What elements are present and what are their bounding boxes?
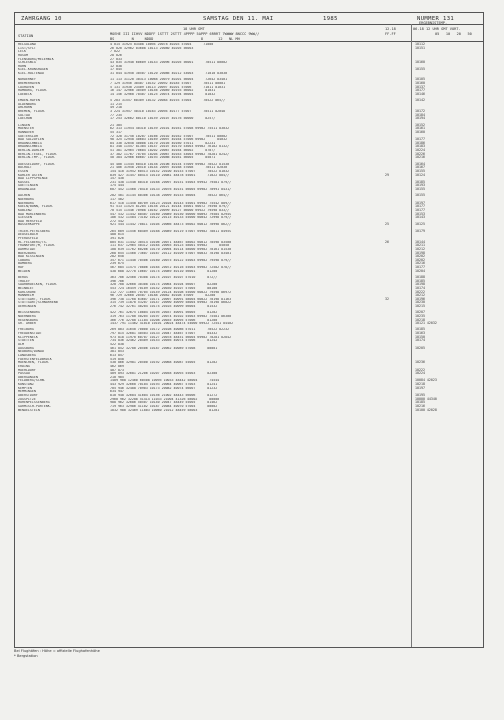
station-name: OBERGANGEN bbox=[18, 375, 38, 379]
forecast-value: 10212 bbox=[415, 293, 425, 298]
station-name: BAD HERSFELD bbox=[18, 219, 42, 223]
station-name: ESSEN bbox=[18, 169, 28, 173]
station-name: BOCHOLT bbox=[18, 166, 32, 170]
forecast-value: 10204 bbox=[415, 268, 425, 273]
table-row bbox=[15, 322, 483, 326]
forecast-value: 10216 bbox=[415, 261, 425, 266]
station-name: KAHLER ASTEN bbox=[18, 173, 42, 177]
forecast-value: 10215 bbox=[415, 304, 425, 309]
forecast-value: 10218 bbox=[415, 317, 425, 322]
synop-code: 98 325 12958 40603 10169 20097 40164 57006 69902 84032 bbox=[110, 138, 228, 142]
forecast-value: 10198 bbox=[415, 282, 425, 287]
station-name: SCHLESWIG bbox=[18, 61, 36, 65]
forecast-value: 10197 bbox=[415, 200, 425, 205]
synop-code: 634 947 bbox=[110, 390, 124, 394]
station-name: WEINBIET bbox=[18, 286, 34, 290]
station-name: THOLEY bbox=[18, 279, 30, 283]
synop-code: 319 763 11780 50205 10197 20074 40102 55003 69902 75581 86300 bbox=[110, 314, 232, 318]
forecast-value: 10124 bbox=[415, 172, 425, 177]
forecast-value: 10155 bbox=[415, 193, 425, 198]
synop-code: 320 708 32660 30308 10174 20064 40104 56007 82200 bbox=[110, 283, 218, 287]
station-name: LECK bbox=[18, 50, 26, 54]
station-name: LIST/SYLT bbox=[18, 46, 36, 50]
synop-code: 443 929 32660 70104 10193 20064 40067 57003 81241 bbox=[110, 383, 218, 387]
synop-code: 111 637 12965 50312 10164 20093 40123 58001 69902 85050 bbox=[110, 244, 230, 248]
forecast-value: 10184 bbox=[415, 112, 425, 117]
synop-code: 43 035 31940 60609 10143 20096 40205 56001 70511 80002 bbox=[110, 61, 228, 65]
station-name: NUERBURG bbox=[18, 201, 34, 205]
forecast-value: 10235 bbox=[415, 313, 425, 318]
year-label: 1985 bbox=[323, 16, 338, 22]
forecast-value: 10177 bbox=[415, 207, 425, 212]
station-name: WASSERKUPPE bbox=[18, 223, 40, 227]
extra-column-header: 12-18 bbox=[385, 27, 396, 31]
synop-code: 461 852 32780 20506 10187 20062 40089 57008 80001 bbox=[110, 346, 218, 350]
forecast-value: 10194 bbox=[415, 116, 425, 121]
station-name: GUETERSLOH bbox=[18, 134, 38, 138]
synop-code: 607 452 11560 70410 10133 20076 40151 56005 69902 70991 8431/ bbox=[110, 188, 232, 192]
forecast-value: 10185 bbox=[415, 278, 425, 283]
forecast-value: 10198 bbox=[415, 250, 425, 255]
station-name: BERLIN-TEGEL, FLUGH. bbox=[18, 152, 58, 156]
forecast-value: 10177 bbox=[415, 137, 425, 142]
table-row bbox=[15, 93, 483, 97]
station-name: BRAUNLAGE bbox=[18, 188, 36, 192]
forecast-title: ERGEBNISTEMP. bbox=[419, 21, 448, 25]
station-name: GR. ARBER bbox=[18, 322, 36, 326]
synop-code: 805 631 11442 30514 10106 20071 48467 58002 60012 70598 83500 bbox=[110, 240, 232, 244]
forecast-value: 10216 bbox=[415, 403, 425, 408]
station-name: MEMMINGEN bbox=[18, 390, 36, 394]
forecast-value: 10185 bbox=[415, 400, 425, 405]
forecast-value: 10226 bbox=[415, 151, 425, 156]
station-name: DARMSTADT bbox=[18, 247, 36, 251]
date-label: SAMSTAG DEN 11. MAI bbox=[203, 16, 274, 22]
station-name: BAD SALZUFLEN bbox=[18, 138, 44, 142]
station-table bbox=[15, 43, 483, 412]
station-name: TRIER-PETRISBERG bbox=[18, 229, 50, 233]
forecast-value: 10160 bbox=[415, 129, 425, 134]
synop-code: 157 430 bbox=[110, 177, 124, 181]
synop-code: 265 609 11556 60409 10168 20089 40119 57007 69902 78011 8495S bbox=[110, 229, 232, 233]
synop-code: 17 253 32662 80110 10159 20107 40176 50000 8257/ bbox=[110, 117, 216, 121]
station-name: BERUS bbox=[18, 275, 28, 279]
forecast-columns: 05 10 20 50 bbox=[435, 32, 472, 36]
forecast-value: 10155 bbox=[415, 187, 425, 192]
synop-code: 1437 791 11462 41010 10101 20024 48474 54000 69922 72541 84402 bbox=[110, 322, 234, 326]
synop-code: 1832 980 32469 11803 10060 21012 48459 58003 81201 bbox=[110, 408, 220, 412]
station-name: BRAUNSCHWEIG bbox=[18, 145, 42, 149]
synop-code: 154 410 31952 60513 10152 20100 40153 57007 70522 81032 bbox=[110, 169, 230, 173]
table-row bbox=[15, 156, 483, 160]
synop-code: 396 738 11768 63607 10171 20097 40091 58004 60022 70198 81163 bbox=[110, 297, 232, 301]
synop-code: 617 510 11450 80709 10123 20104 40143 55001 69902 75542 889// bbox=[110, 201, 232, 205]
footnotes bbox=[14, 649, 100, 659]
forecast-value: 10188 bbox=[415, 274, 425, 279]
synop-code: 81 348 11557 81304 10147 20107 40170 53003 69902 76182 8132/ bbox=[110, 145, 230, 149]
station-name: REGENSBURG bbox=[18, 318, 38, 322]
code-column-header: MOEHE III IIHVV NDDFF 1STTT 2STTT 4PPPP 5APPP 6RRRT 7WWWW 8NCCC 9WW// bbox=[110, 32, 260, 36]
station-name: WENDELSTEIN bbox=[18, 408, 40, 412]
forecast-value: 10150 bbox=[415, 334, 425, 339]
station-name: BREMEN, FLUGH. bbox=[18, 110, 46, 114]
forecast-value: 10152 bbox=[415, 122, 425, 127]
forecast-value: 10202 bbox=[415, 257, 425, 262]
station-name: BREMERHAVEN bbox=[18, 82, 40, 85]
synop-code: 62 313 11954 40310 10159 20101 40161 57008 69902 75511 83032 bbox=[110, 127, 230, 131]
synop-code: 72 320 31750 10207 10166 20102 40162 57007 70511 80002 bbox=[110, 134, 228, 138]
synop-code: 839 427 31457 80414 10110 20081 48478 55001 71022 884// bbox=[110, 173, 230, 177]
synop-code: 268 655 11560 73607 10167 20112 40109 57007 60032 70198 83401 bbox=[110, 251, 232, 255]
synop-code: 112 727 11665 70705 10149 20124 40108 55000 60022 79598 86972 bbox=[110, 290, 232, 294]
station-name: NORDERNEY bbox=[18, 78, 36, 82]
synop-code: 210 905 bbox=[110, 375, 124, 379]
forecast-value: 10174 bbox=[415, 338, 425, 343]
station-name: STUTTGART, FLUGH. bbox=[18, 297, 52, 301]
synop-code: 269 803 31650 70000 10172 20108 40086 57011 70522 82232 bbox=[110, 328, 230, 332]
forecast-value: 10202 bbox=[415, 254, 425, 259]
station-name: GIESSEN bbox=[18, 216, 32, 220]
station-name: DUESSELDORF, FLUGH. bbox=[18, 162, 56, 166]
station-name: HANNOVER bbox=[18, 130, 34, 134]
station-name: LANDSBERG bbox=[18, 353, 36, 357]
forecast-value: 10230 bbox=[415, 300, 425, 305]
synop-code: 366 776 32780 11104 10208 20035 40095 57006 81200 bbox=[110, 318, 218, 322]
synop-code: 239 675 bbox=[110, 262, 124, 266]
station-name: FUERSTENFELDBRUCK bbox=[18, 357, 52, 361]
station-name: HOHENPEISSENBERG bbox=[18, 401, 50, 405]
station-name: LUECHOW bbox=[18, 117, 32, 121]
synop-code: 7 022 bbox=[110, 50, 120, 54]
station-name: BAD KISSINGEN bbox=[18, 255, 44, 259]
issue-number: NUMMER 131 bbox=[417, 16, 455, 22]
synop-code: 797 815 32681 40503 10133 20047 48467 57007 84332 bbox=[110, 332, 218, 336]
table-frame bbox=[14, 12, 484, 648]
code-column-subheader: BS N NDDD 8 12 NL MH bbox=[110, 36, 240, 41]
synop-code: 11 215 bbox=[110, 102, 122, 106]
forecast-value: 10151 bbox=[415, 45, 425, 50]
station-name: ULM bbox=[18, 343, 24, 347]
synop-code: 409 893 32681 21206 10207 20058 40093 55003 82300 bbox=[110, 372, 218, 376]
synop-code: 381 853 bbox=[110, 350, 124, 354]
table-row bbox=[15, 305, 483, 309]
station-name: AACHEN bbox=[18, 194, 30, 198]
synop-code: 4 015 31925 03408 10094 20078 40203 57004 71000 bbox=[110, 43, 214, 46]
station-name: KOBLENZ bbox=[18, 208, 32, 212]
station-name: OEHRINGEN bbox=[18, 305, 36, 309]
synop-code: 613 857 bbox=[110, 353, 124, 357]
synop-code: 357 671 11440 70506 10160 20075 40122 55003 69902 79598 879// bbox=[110, 258, 232, 262]
synop-code: 12 038 bbox=[110, 64, 122, 68]
synop-code: 16 147 32966 30509 10146 20089 40193 56002 81031 bbox=[110, 89, 216, 93]
forecast-value: 10000 44340 bbox=[415, 396, 437, 401]
forecast-value: 10144 bbox=[415, 239, 425, 244]
synop-code: 37 382 11767 70705 10204 20067 40163 53003 69902 70281 8242/ bbox=[110, 152, 230, 156]
synop-code: 14 156 32960 70407 10125 20074 40194 56004 81032 bbox=[110, 92, 216, 96]
forecast-value: 10205 bbox=[415, 345, 425, 350]
forecast-value: 10167 bbox=[415, 165, 425, 170]
synop-code: 567 685 11575 70806 10164 20072 40116 55003 69902 72582 878// bbox=[110, 266, 232, 270]
synop-code: 973 818 11970 60707 10127 20078 48451 56004 69902 70281 82842 bbox=[110, 335, 232, 339]
synop-code: 26 020 32962 03608 10113 20080 40205 56003 bbox=[110, 46, 194, 50]
forecast-value: 10185 bbox=[415, 327, 425, 332]
header-divider bbox=[15, 24, 483, 25]
forecast-value: 10195 bbox=[415, 393, 425, 397]
synop-code: 186 532 11584 73102 10122 20115 40133 55000 60042 72998 879// bbox=[110, 216, 232, 220]
station-name: KLIPPENECK bbox=[18, 335, 38, 339]
synop-code: 315 739 11870 53207 10147 20090 40099 58004 69902 70198 86022 bbox=[110, 301, 232, 305]
synop-code: 31 044 41950 30507 10120 20086 40212 53003 71010 83030 bbox=[110, 72, 228, 76]
table-row bbox=[15, 72, 483, 76]
station-name: BAMBERG bbox=[18, 262, 32, 266]
forecast-value: 10146 bbox=[415, 91, 425, 96]
synop-code: 396 706 bbox=[110, 279, 124, 283]
station-name: KEMPTEN bbox=[18, 386, 32, 390]
forecast-value: 10163 bbox=[415, 331, 425, 336]
station-name: KIEL-HOLTENAU bbox=[18, 72, 44, 76]
synop-code: 5 131 31930 23409 10113 20097 40201 57006 71011 81031 bbox=[110, 85, 226, 89]
forecast-value: 10160 bbox=[415, 60, 425, 65]
forecast-value: 10177 bbox=[415, 88, 425, 93]
forecast-value: 10153 bbox=[415, 211, 425, 216]
station-name: HOHN bbox=[18, 64, 26, 68]
synop-code: 282 658 bbox=[110, 255, 124, 259]
synop-code: 7 129 31956 30407 10152 20092 40185 57007 70511 80001 bbox=[110, 82, 226, 85]
synop-code: 391 626 bbox=[110, 236, 124, 240]
synop-code: 705 946 32488 70903 10173 20082 40074 56007 81232 bbox=[110, 386, 218, 390]
synop-code: 462 869 bbox=[110, 364, 124, 368]
forecast-value: 10143 bbox=[415, 215, 425, 220]
synop-code: 231 438 11540 80310 10168 20097 40151 55003 69942 79581 879// bbox=[110, 180, 232, 184]
forecast-value: 10177 bbox=[415, 265, 425, 270]
synop-code: 363 706 32560 70308 10174 20107 40107 57010 872// bbox=[110, 275, 218, 279]
volume-label: ZAHRGANG 10 bbox=[21, 16, 62, 22]
table-row bbox=[15, 270, 483, 274]
synop-code: 45 400 11545 60410 10158 20106 40154 57009 69902 70522 81530 bbox=[110, 162, 230, 166]
station-name: KONSTANZ bbox=[18, 383, 34, 387]
station-name: HAMBURG, FLUGH. bbox=[18, 89, 48, 93]
station-name: NEUBURG/DONAU bbox=[18, 350, 44, 354]
synop-code: 49 218 bbox=[110, 106, 122, 110]
station-name: AHLHORN bbox=[18, 106, 32, 110]
synop-code: 988 962 32686 50507 10140 20047 48449 55005 81462 bbox=[110, 401, 218, 405]
station-name: PASSAU bbox=[18, 372, 30, 376]
station-name: SOLTAU bbox=[18, 113, 30, 117]
station-name: HOF bbox=[18, 266, 24, 270]
station-column-header: STATION bbox=[18, 34, 34, 38]
forecast-value: 10179 bbox=[415, 228, 425, 233]
station-name: MUENCHEN, FLUGH. bbox=[18, 361, 50, 365]
forecast-value: 10105 bbox=[415, 77, 425, 82]
station-name: OBERSTDORF bbox=[18, 394, 38, 397]
synop-code: 55 317 bbox=[110, 130, 122, 134]
synop-code: 422 761 32675 10804 10195 20037 40091 56005 81202 bbox=[110, 311, 218, 315]
footnote-airport: Bei Flughäfen : Höhe = offizielle Flughafenhöhe bbox=[14, 649, 100, 653]
forecast-value: 10224 bbox=[415, 148, 425, 153]
station-name: LINGEN bbox=[18, 123, 30, 127]
station-name: SAARBRUECKEN, FLUGH. bbox=[18, 283, 58, 287]
synop-code: 50 384 32966 60607 10193 20086 40161 56005 85071 bbox=[110, 156, 216, 160]
synop-code: 407 873 bbox=[110, 368, 124, 372]
obs-time-label: 18 UHR GMT bbox=[183, 27, 205, 31]
station-name: KASSEL bbox=[18, 180, 30, 184]
forecast-value: 10222 bbox=[415, 289, 425, 294]
station-name: STUTTGART/SCHNARRENB bbox=[18, 301, 58, 305]
station-name: FREUDENSTADT bbox=[18, 332, 42, 336]
synop-code: 719 963 32986 41102 10187 20084 40070 57004 80002 bbox=[110, 404, 218, 408]
station-name: DEUSELBACH bbox=[18, 233, 38, 237]
station-name: HL.FELSBERG/TS. bbox=[18, 240, 48, 244]
forecast-value: 10186 bbox=[415, 140, 425, 145]
forecast-value: 10174 bbox=[415, 285, 425, 290]
station-name: HUSUM bbox=[18, 53, 28, 57]
station-name: KARLSRUHE bbox=[18, 290, 36, 294]
station-name: FLENSBURG/MEIERWIK bbox=[18, 57, 54, 61]
station-name: WUERZBURG bbox=[18, 251, 36, 255]
forecast-value: 10121 42032 bbox=[415, 321, 437, 326]
forecast-value: 10218 bbox=[415, 382, 425, 387]
station-name: MUENSTER bbox=[18, 127, 34, 131]
synop-code: 553 724 16459 70109 10152 20030 40107 57005 80100 bbox=[110, 286, 218, 290]
synop-code: 91 513 11525 81204 10158 20121 40144 55001 60072 79598 879// bbox=[110, 205, 230, 209]
synop-code: 530 866 32981 20500 10192 20068 40087 55005 81202 bbox=[110, 361, 218, 365]
synop-code: 84 330 32058 40008 10170 20105 40160 57011 82231 bbox=[110, 141, 216, 145]
synop-code: 77 235 bbox=[110, 113, 122, 117]
station-name: COBURG bbox=[18, 258, 30, 262]
synop-code: 202 501 31145 80306 10138 20099 40153 56004 70522 864// bbox=[110, 194, 230, 198]
station-name: FRANKFURT/M, FLUGH. bbox=[18, 244, 56, 248]
extra-value: 26 bbox=[385, 239, 389, 244]
station-name: NUERBURG bbox=[18, 197, 34, 201]
forecast-value: 10216 bbox=[415, 155, 425, 160]
station-name: AUGSBURG bbox=[18, 346, 34, 350]
forecast-value: 10125 bbox=[415, 222, 425, 227]
station-name: LUEBECK bbox=[18, 92, 32, 96]
forecast-value: 10185 bbox=[415, 179, 425, 184]
extra-value: 25 bbox=[385, 222, 389, 227]
forecast-value: 10193 bbox=[415, 183, 425, 188]
synop-code: 276 742 32761 40204 10174 20103 40099 56004 81532 bbox=[110, 305, 218, 309]
station-name: MUEHLDORF bbox=[18, 368, 36, 372]
station-name: MANNHEIM bbox=[18, 294, 34, 298]
extra-value: 32 bbox=[385, 296, 389, 301]
station-name: KIEL-KRONSHAGEN bbox=[18, 68, 48, 72]
synop-code: 5 203 31557 60309 10132 20084 40193 57004 70522 865// bbox=[110, 99, 226, 103]
station-name: ERDING bbox=[18, 364, 30, 368]
ff-column-header: FF-FF bbox=[385, 32, 396, 36]
station-name: BAD LIPPSPRINGE bbox=[18, 177, 48, 181]
synop-code: 21 406 31950 20510 10144 20097 40168 57008 70511 82030 bbox=[110, 166, 228, 170]
synop-code: 70 515 11546 70908 10162 20099 40127 56000 69922 79598 833// bbox=[110, 208, 230, 212]
synop-code: 28 026 bbox=[110, 53, 122, 57]
station-name: FELDBERG/SCHW. bbox=[18, 379, 46, 383]
forecast-value: 10084 42023 bbox=[415, 378, 437, 383]
forecast-value: 10155 bbox=[415, 168, 425, 173]
synop-code: 272 542 bbox=[110, 219, 124, 223]
forecast-subtitle: 06-18 12 UHR GMT VORT. bbox=[413, 27, 461, 31]
station-name: OLDENBURG bbox=[18, 102, 36, 106]
synop-code: 96 729 32660 20507 10188 20082 40108 57009 82200 bbox=[110, 294, 216, 298]
forecast-value: 10161 bbox=[415, 126, 425, 131]
synop-code: 51 381 32965 70604 10202 20067 40164 56002 8707/ bbox=[110, 149, 216, 153]
synop-code: 3 224 31957 50310 10163 20094 40177 57007 70511 82048 bbox=[110, 110, 226, 114]
forecast-value: 10222 bbox=[415, 367, 425, 372]
station-name: GOETTINGEN bbox=[18, 184, 38, 188]
forecast-value: 10177 bbox=[415, 204, 425, 209]
station-name: FREIBURG bbox=[18, 328, 34, 332]
station-name: BRAUNSCHWEIG bbox=[18, 141, 42, 145]
forecast-value: 10197 bbox=[415, 385, 425, 390]
footnote-mountain: * Bergstation bbox=[14, 654, 38, 658]
forecast-value: 10100 42028 bbox=[415, 407, 437, 412]
forecast-value: 10212 bbox=[415, 246, 425, 251]
station-name: CUXHAVEN bbox=[18, 85, 34, 89]
synop-code: 27 033 bbox=[110, 57, 122, 61]
table-row bbox=[15, 188, 483, 192]
station-name: ZUGSPITZE bbox=[18, 397, 36, 401]
station-name: KOELN/BONN, FLUGH. bbox=[18, 205, 54, 209]
table-row bbox=[15, 117, 483, 121]
forecast-value: 10211 bbox=[415, 243, 425, 248]
station-name: BERLIN-TMP., FLUGH. bbox=[18, 156, 56, 160]
synop-code: 108 639 11762 60206 10170 20094 40114 58000 69902 70161 81530 bbox=[110, 247, 232, 251]
synop-code: 117 502 bbox=[110, 197, 124, 201]
forecast-value: 10224 bbox=[415, 371, 425, 376]
forecast-value: 10137 bbox=[415, 84, 425, 89]
station-name: GARMISCH-PARTENK. bbox=[18, 404, 52, 408]
station-name: PFERDSFELD bbox=[18, 236, 38, 240]
station-name: WEISSENBURG bbox=[18, 311, 40, 315]
table-row bbox=[15, 223, 483, 227]
forecast-value: 10196 bbox=[415, 296, 425, 301]
synop-code: 921 544 11442 70811 10104 20066 48473 56002 60012 70998 862// bbox=[110, 223, 232, 227]
station-name: BERLIN-DAHLEM bbox=[18, 149, 44, 153]
forecast-value: 10164 bbox=[415, 161, 425, 166]
forecast-value: 10142 bbox=[415, 98, 425, 103]
forecast-value: 10172 bbox=[415, 109, 425, 114]
synop-code: 438 688 32770 10607 10174 20089 40110 56001 81200 bbox=[110, 269, 218, 273]
forecast-value: 10236 bbox=[415, 360, 425, 365]
station-name: STOETTEN bbox=[18, 339, 34, 343]
forecast-value: 10207 bbox=[415, 310, 425, 315]
synop-code: 17 045 bbox=[110, 68, 122, 72]
synop-code: 547 532 11442 80407 10160 20089 40150 50000 60092 79584 8294S bbox=[110, 212, 232, 216]
extra-value: 29 bbox=[385, 172, 389, 177]
forecast-value: 10160 bbox=[415, 81, 425, 85]
station-name: BAD MARIENBERG bbox=[18, 212, 46, 216]
station-name: WEIDEN bbox=[18, 269, 30, 273]
station-name: NUERNBERG bbox=[18, 314, 36, 318]
columns-divider bbox=[15, 41, 483, 42]
synop-code: 1489 908 12460 60508 10095 10033 48442 58004 74544 bbox=[110, 379, 220, 383]
synop-code: 734 836 32462 20409 10153 20056 40074 57006 81242 bbox=[110, 339, 218, 343]
synop-code: 2960 962 32288 51414 11033 21004 41326 58002 80000 bbox=[110, 397, 220, 401]
synop-code: 11 113 31120 30313 10068 20079 40201 56004 72642 83401 bbox=[110, 78, 228, 82]
station-name: HELGOLAND bbox=[18, 43, 36, 46]
synop-code: 519 858 bbox=[110, 357, 124, 361]
synop-code: 21 305 bbox=[110, 123, 122, 127]
forecast-value: 10183 bbox=[415, 144, 425, 149]
synop-code: 480 615 bbox=[110, 233, 124, 237]
forecast-value: 10155 bbox=[415, 67, 425, 72]
synop-code: 175 444 bbox=[110, 184, 124, 188]
synop-code: 810 948 32684 41604 10156 21002 48443 56006 81272 bbox=[110, 394, 218, 397]
station-name: EMDEN-HAFEN bbox=[18, 99, 40, 103]
synop-code: 522 838 bbox=[110, 343, 124, 347]
forecast-value: 10112 bbox=[415, 42, 425, 46]
table-row bbox=[15, 409, 483, 413]
